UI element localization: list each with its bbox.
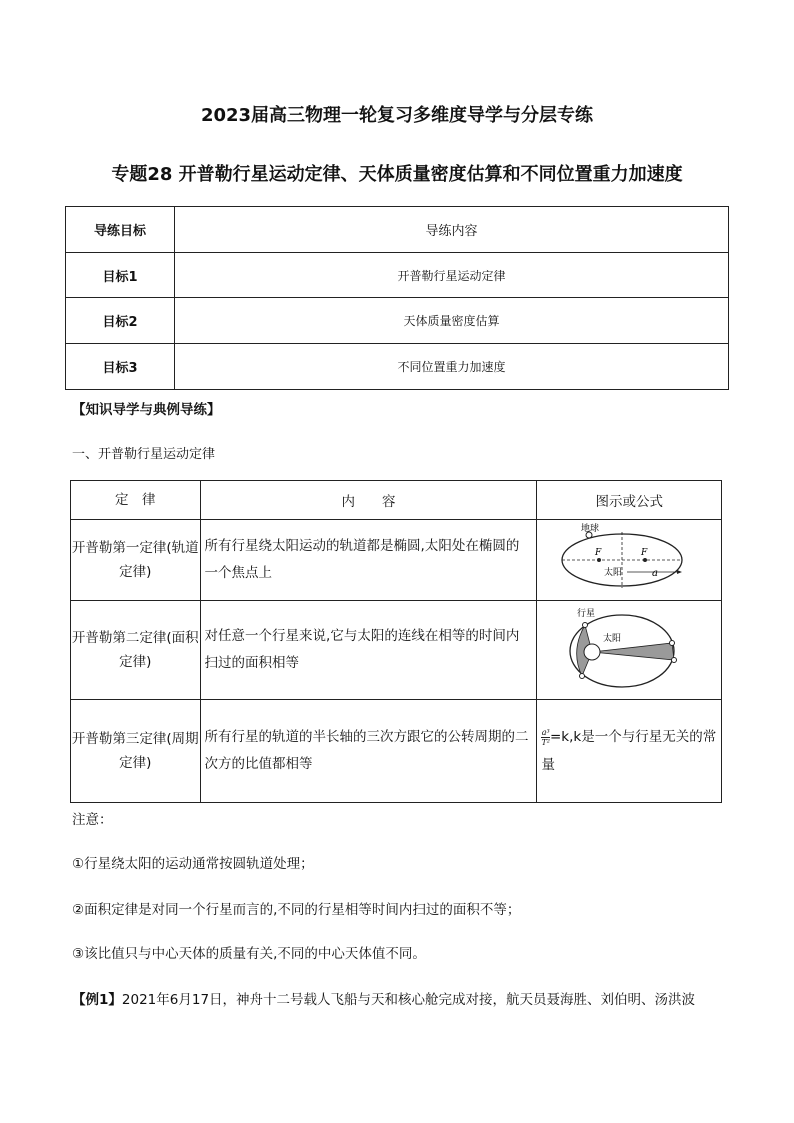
example-paragraph (72, 988, 695, 1008)
kepler-laws-table (70, 480, 722, 803)
example-tag: 【例1】 (72, 992, 122, 1008)
target-label: 目标1 (66, 253, 175, 298)
targets-row (66, 344, 729, 390)
targets-row (66, 253, 729, 298)
laws-header-row (71, 481, 722, 520)
section-1-title: 一、开普勒行星运动定律 (72, 447, 216, 462)
note-item: ②面积定律是对同一个行星而言的,不同的行星相等时间内扫过的面积不等； (72, 902, 521, 918)
note-item: ③该比值只与中心天体的质量有关,不同的中心天体值不同。 (72, 946, 426, 962)
law-content: 所有行星的轨道的半长轴的三次方跟它的公转周期的二次方的比值都相等 (200, 700, 537, 803)
fig1-a-label: a (652, 568, 659, 579)
law-content: 所有行星绕太阳运动的轨道都是椭圆,太阳处在椭圆的一个焦点上 (200, 520, 537, 601)
fig2-sun-label: 太阳 (603, 634, 622, 644)
target-content: 开普勒行星运动定律 (175, 253, 729, 298)
ellipse-orbit-diagram (537, 520, 707, 596)
laws-header-figure: 图示或公式 (537, 481, 722, 520)
target-content: 天体质量密度估算 (175, 298, 729, 344)
targets-header-row (66, 207, 729, 253)
fig1-sun-label: 太阳 (604, 568, 623, 578)
section-heading: 【知识导学与典例导练】 (72, 402, 221, 418)
targets-table (65, 206, 729, 390)
law-name: 开普勒第一定律(轨道定律) (71, 520, 201, 601)
laws-header-content: 内 容 (200, 481, 537, 520)
formula-numerator: a³ (541, 727, 550, 737)
target-label: 目标2 (66, 298, 175, 344)
law-row-3 (71, 700, 722, 803)
example-text: 2021年6月17日，神舟十二号载人飞船与天和核心舱完成对接，航天员聂海胜、刘伯明、汤洪波 (121, 992, 696, 1008)
formula-fraction (541, 728, 550, 747)
notes-label: 注意： (72, 812, 113, 828)
ellipse-orbit-figure (537, 520, 722, 601)
targets-header-label: 导练目标 (66, 207, 175, 253)
formula-text: =k,k是一个与行星无关的常量 (541, 729, 717, 773)
law-name: 开普勒第三定律(周期定律) (71, 700, 201, 803)
period-law-formula (537, 700, 722, 803)
fig2-planet-label: 行星 (577, 609, 596, 619)
fig1-focus-label: F (641, 548, 648, 558)
targets-header-content: 导练内容 (175, 207, 729, 253)
law-row-1 (71, 520, 722, 601)
fig1-focus-label: F (595, 548, 602, 558)
law-name: 开普勒第二定律(面积定律) (71, 601, 201, 700)
law-row-2 (71, 601, 722, 700)
area-law-figure (537, 601, 722, 700)
document-title: 2023届高三物理一轮复习多维度导学与分层专练 (200, 105, 594, 126)
laws-header-law: 定 律 (71, 481, 201, 520)
formula-denominator: T² (541, 737, 550, 747)
targets-row (66, 298, 729, 344)
document-subtitle: 专题28 开普勒行星运动定律、天体质量密度估算和不同位置重力加速度 (111, 164, 683, 185)
law-content: 对任意一个行星来说,它与太阳的连线在相等的时间内扫过的面积相等 (200, 601, 537, 700)
fig1-earth-label: 地球 (581, 524, 600, 534)
area-law-diagram (537, 601, 707, 695)
target-label: 目标3 (66, 344, 175, 390)
note-item: ①行星绕太阳的运动通常按圆轨道处理； (72, 856, 314, 872)
target-content: 不同位置重力加速度 (175, 344, 729, 390)
